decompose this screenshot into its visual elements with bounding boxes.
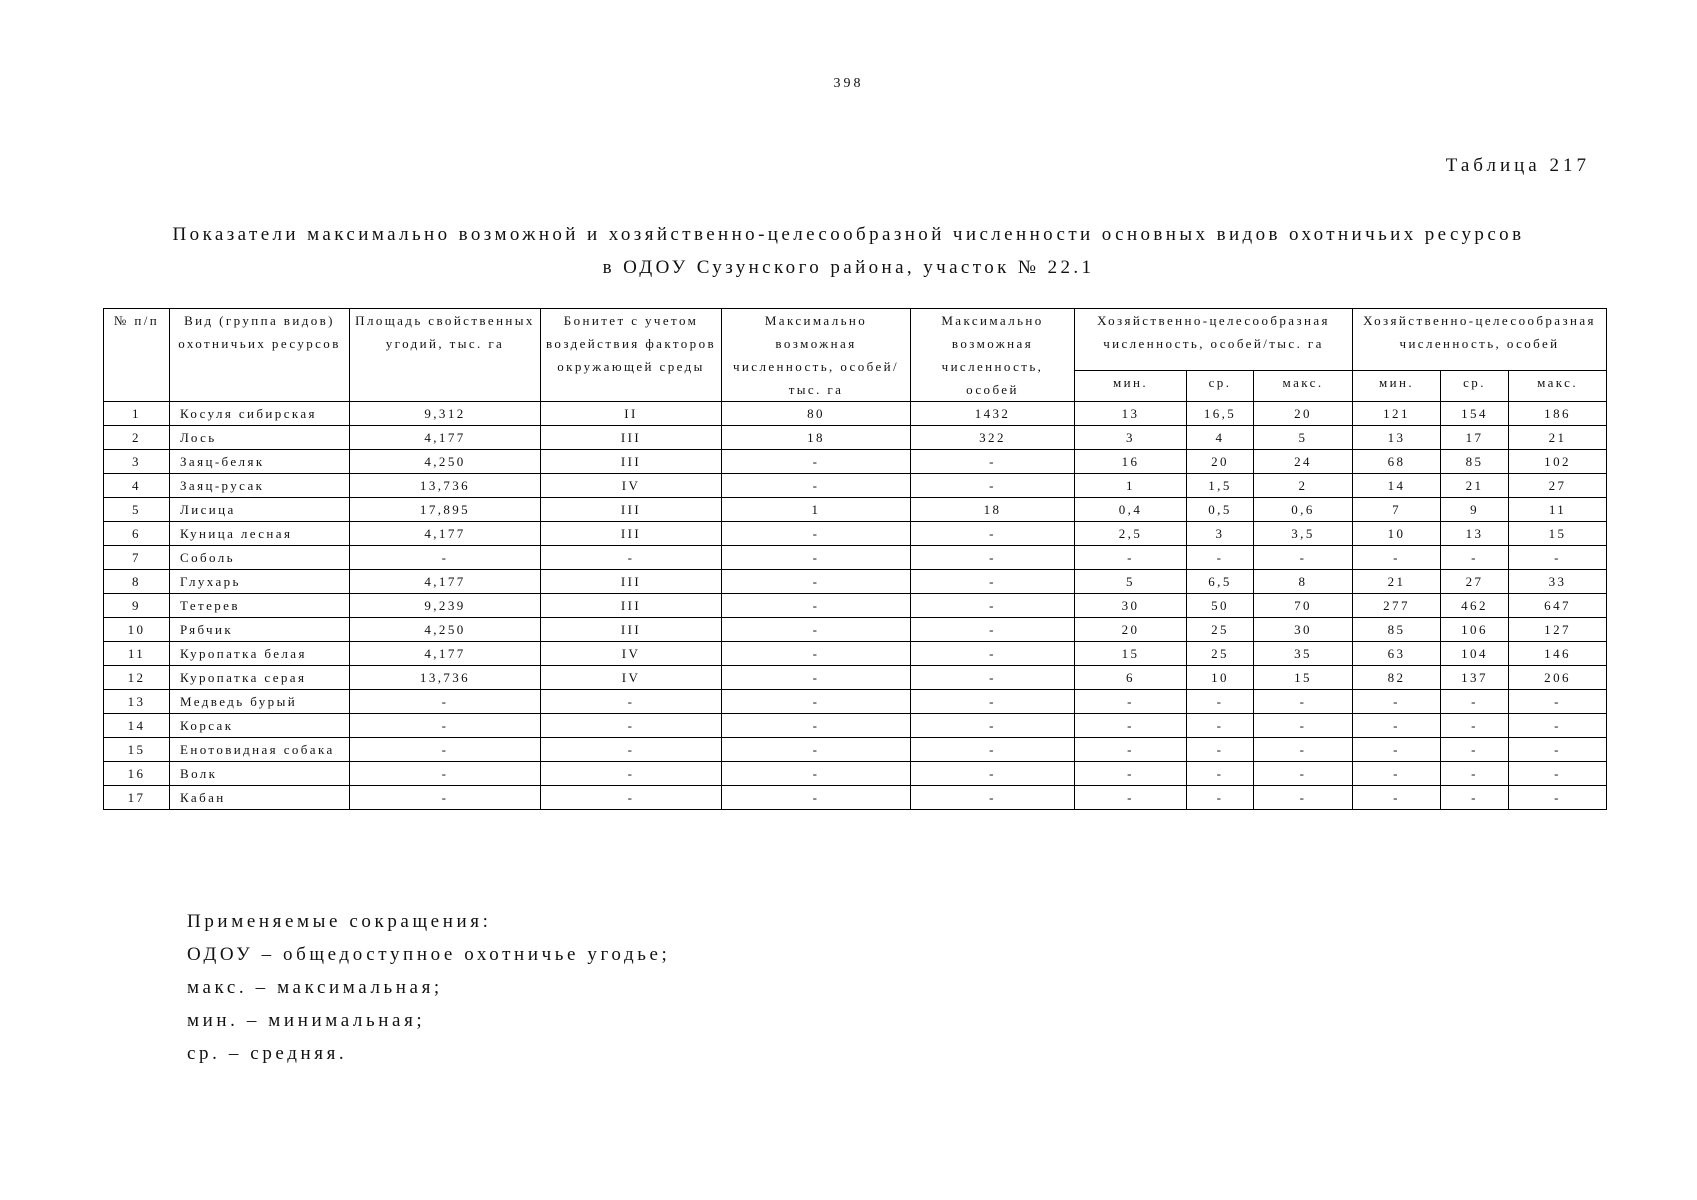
cell-species: Рябчик <box>170 618 350 642</box>
cell-max-density: - <box>722 618 911 642</box>
cell-count-avg: 13 <box>1441 522 1509 546</box>
cell-max-density: - <box>722 594 911 618</box>
cell-count-min: 82 <box>1353 666 1441 690</box>
cell-density-avg: - <box>1187 714 1254 738</box>
title-line-2: в ОДОУ Сузунского района, участок № 22.1 <box>602 257 1095 278</box>
cell-num: 17 <box>104 786 170 810</box>
cell-num: 5 <box>104 498 170 522</box>
cell-max-density: - <box>722 642 911 666</box>
cell-area: - <box>350 546 541 570</box>
cell-count-max: 127 <box>1509 618 1607 642</box>
cell-count-avg: 104 <box>1441 642 1509 666</box>
cell-area: 9,239 <box>350 594 541 618</box>
cell-max-density: - <box>722 450 911 474</box>
cell-max-count: - <box>911 546 1075 570</box>
cell-count-max: 15 <box>1509 522 1607 546</box>
cell-count-avg: 85 <box>1441 450 1509 474</box>
cell-area: 4,177 <box>350 642 541 666</box>
cell-count-avg: - <box>1441 690 1509 714</box>
cell-max-density: - <box>722 570 911 594</box>
cell-density-avg: 3 <box>1187 522 1254 546</box>
cell-max-count: - <box>911 714 1075 738</box>
cell-count-min: 10 <box>1353 522 1441 546</box>
cell-num: 11 <box>104 642 170 666</box>
cell-count-min: - <box>1353 762 1441 786</box>
cell-num: 4 <box>104 474 170 498</box>
cell-max-count: - <box>911 666 1075 690</box>
cell-bonitet: III <box>541 570 722 594</box>
cell-density-avg: 16,5 <box>1187 402 1254 426</box>
header-count-max: макс. <box>1509 370 1607 401</box>
cell-density-max: - <box>1254 762 1353 786</box>
cell-count-max: - <box>1509 738 1607 762</box>
cell-density-max: - <box>1254 714 1353 738</box>
cell-max-density: - <box>722 762 911 786</box>
cell-max-count: - <box>911 594 1075 618</box>
cell-count-avg: - <box>1441 786 1509 810</box>
cell-density-avg: - <box>1187 762 1254 786</box>
cell-count-min: - <box>1353 690 1441 714</box>
table-row <box>104 546 1607 570</box>
cell-bonitet: III <box>541 450 722 474</box>
cell-density-avg: 20 <box>1187 450 1254 474</box>
table-row <box>104 498 1607 522</box>
header-area: Площадь свойственных угодий, тыс. га <box>350 309 541 402</box>
cell-num: 1 <box>104 402 170 426</box>
header-max-count: Максимально возможная численность, особей <box>911 309 1075 402</box>
cell-count-avg: 154 <box>1441 402 1509 426</box>
cell-max-density: - <box>722 738 911 762</box>
header-species: Вид (группа видов) охотничьих ресурсов <box>170 309 350 402</box>
cell-bonitet: - <box>541 714 722 738</box>
cell-count-max: 146 <box>1509 642 1607 666</box>
cell-density-max: - <box>1254 738 1353 762</box>
notes-heading: Применяемые сокращения: <box>187 911 492 932</box>
table-title <box>60 218 1637 284</box>
header-density-group: Хозяйственно-целесообразная численность, особей/тыс. га <box>1075 309 1353 371</box>
cell-bonitet: - <box>541 546 722 570</box>
cell-area: 4,177 <box>350 522 541 546</box>
cell-area: - <box>350 762 541 786</box>
cell-density-min: 1 <box>1075 474 1187 498</box>
cell-max-count: - <box>911 570 1075 594</box>
cell-count-avg: 27 <box>1441 570 1509 594</box>
cell-num: 6 <box>104 522 170 546</box>
cell-count-avg: 462 <box>1441 594 1509 618</box>
cell-density-avg: 1,5 <box>1187 474 1254 498</box>
cell-num: 16 <box>104 762 170 786</box>
cell-max-density: - <box>722 690 911 714</box>
cell-density-avg: - <box>1187 786 1254 810</box>
header-count-avg: ср. <box>1441 370 1509 401</box>
cell-bonitet: - <box>541 762 722 786</box>
cell-num: 9 <box>104 594 170 618</box>
cell-bonitet: II <box>541 402 722 426</box>
cell-count-min: 21 <box>1353 570 1441 594</box>
table-row <box>104 570 1607 594</box>
cell-count-max: - <box>1509 786 1607 810</box>
cell-bonitet: - <box>541 690 722 714</box>
cell-max-count: - <box>911 618 1075 642</box>
cell-density-min: - <box>1075 714 1187 738</box>
cell-num: 14 <box>104 714 170 738</box>
cell-count-min: - <box>1353 738 1441 762</box>
cell-density-min: 15 <box>1075 642 1187 666</box>
cell-density-max: 8 <box>1254 570 1353 594</box>
cell-count-max: - <box>1509 546 1607 570</box>
cell-density-max: 15 <box>1254 666 1353 690</box>
cell-max-count: 322 <box>911 426 1075 450</box>
cell-max-count: - <box>911 450 1075 474</box>
cell-num: 12 <box>104 666 170 690</box>
cell-bonitet: - <box>541 738 722 762</box>
table-body <box>104 402 1607 810</box>
table-label: Таблица 217 <box>1445 155 1590 176</box>
cell-num: 15 <box>104 738 170 762</box>
note-max: макс. – максимальная; <box>187 977 443 998</box>
abbreviations-notes <box>187 905 670 1070</box>
cell-area: 4,177 <box>350 570 541 594</box>
cell-density-avg: - <box>1187 738 1254 762</box>
cell-area: - <box>350 786 541 810</box>
cell-count-min: 121 <box>1353 402 1441 426</box>
cell-count-min: - <box>1353 714 1441 738</box>
table-row <box>104 474 1607 498</box>
cell-max-count: - <box>911 762 1075 786</box>
cell-area: - <box>350 690 541 714</box>
cell-bonitet: III <box>541 594 722 618</box>
header-bonitet: Бонитет с учетом воздействия факторов окружающей среды <box>541 309 722 402</box>
cell-max-density: - <box>722 666 911 690</box>
cell-species: Кабан <box>170 786 350 810</box>
cell-area: 13,736 <box>350 474 541 498</box>
cell-count-avg: 17 <box>1441 426 1509 450</box>
cell-max-count: 1432 <box>911 402 1075 426</box>
table-row <box>104 522 1607 546</box>
cell-count-max: 21 <box>1509 426 1607 450</box>
cell-species: Тетерев <box>170 594 350 618</box>
table-row <box>104 690 1607 714</box>
cell-area: - <box>350 714 541 738</box>
cell-density-max: - <box>1254 786 1353 810</box>
cell-density-min: 6 <box>1075 666 1187 690</box>
cell-max-density: - <box>722 474 911 498</box>
cell-density-avg: 0,5 <box>1187 498 1254 522</box>
cell-bonitet: IV <box>541 666 722 690</box>
cell-area: 9,312 <box>350 402 541 426</box>
cell-species: Корсак <box>170 714 350 738</box>
cell-density-max: 35 <box>1254 642 1353 666</box>
table-row <box>104 762 1607 786</box>
cell-density-min: - <box>1075 738 1187 762</box>
cell-density-max: 30 <box>1254 618 1353 642</box>
cell-species: Заяц-русак <box>170 474 350 498</box>
cell-max-density: 80 <box>722 402 911 426</box>
table-row <box>104 642 1607 666</box>
cell-num: 3 <box>104 450 170 474</box>
cell-count-min: - <box>1353 546 1441 570</box>
table-row <box>104 450 1607 474</box>
table-row <box>104 618 1607 642</box>
cell-species: Лисица <box>170 498 350 522</box>
cell-bonitet: III <box>541 426 722 450</box>
header-max-density: Максимально возможная численность, особей/тыс. га <box>722 309 911 402</box>
cell-density-max: 5 <box>1254 426 1353 450</box>
cell-num: 2 <box>104 426 170 450</box>
cell-count-avg: - <box>1441 714 1509 738</box>
cell-density-avg: - <box>1187 690 1254 714</box>
cell-max-count: - <box>911 690 1075 714</box>
note-avg: ср. – средняя. <box>187 1043 348 1064</box>
page-number: 398 <box>833 76 864 91</box>
cell-max-density: - <box>722 714 911 738</box>
cell-density-avg: 25 <box>1187 642 1254 666</box>
cell-density-max: 20 <box>1254 402 1353 426</box>
cell-species: Куница лесная <box>170 522 350 546</box>
cell-count-max: 102 <box>1509 450 1607 474</box>
cell-area: - <box>350 738 541 762</box>
cell-max-count: - <box>911 522 1075 546</box>
cell-count-max: - <box>1509 714 1607 738</box>
cell-count-avg: - <box>1441 762 1509 786</box>
cell-count-avg: 9 <box>1441 498 1509 522</box>
table-row <box>104 666 1607 690</box>
cell-density-min: 2,5 <box>1075 522 1187 546</box>
cell-density-min: 16 <box>1075 450 1187 474</box>
cell-count-max: - <box>1509 690 1607 714</box>
cell-count-max: - <box>1509 762 1607 786</box>
cell-count-avg: 106 <box>1441 618 1509 642</box>
cell-species: Медведь бурый <box>170 690 350 714</box>
cell-count-avg: - <box>1441 738 1509 762</box>
data-table <box>103 308 1607 810</box>
cell-density-min: 5 <box>1075 570 1187 594</box>
cell-density-max: 24 <box>1254 450 1353 474</box>
cell-count-min: 7 <box>1353 498 1441 522</box>
cell-density-min: - <box>1075 690 1187 714</box>
cell-bonitet: IV <box>541 474 722 498</box>
cell-species: Заяц-беляк <box>170 450 350 474</box>
cell-area: 17,895 <box>350 498 541 522</box>
cell-density-max: 70 <box>1254 594 1353 618</box>
cell-species: Енотовидная собака <box>170 738 350 762</box>
cell-count-max: 11 <box>1509 498 1607 522</box>
header-num: № п/п <box>104 309 170 402</box>
cell-count-max: 33 <box>1509 570 1607 594</box>
cell-area: 4,250 <box>350 618 541 642</box>
cell-density-min: - <box>1075 786 1187 810</box>
cell-species: Глухарь <box>170 570 350 594</box>
cell-density-max: - <box>1254 690 1353 714</box>
cell-density-min: - <box>1075 762 1187 786</box>
cell-density-max: 0,6 <box>1254 498 1353 522</box>
cell-density-max: 2 <box>1254 474 1353 498</box>
cell-max-count: - <box>911 738 1075 762</box>
cell-max-density: 18 <box>722 426 911 450</box>
table-row <box>104 426 1607 450</box>
cell-num: 13 <box>104 690 170 714</box>
cell-species: Волк <box>170 762 350 786</box>
cell-bonitet: IV <box>541 642 722 666</box>
cell-density-avg: 25 <box>1187 618 1254 642</box>
cell-density-avg: - <box>1187 546 1254 570</box>
cell-density-min: 20 <box>1075 618 1187 642</box>
cell-count-min: 68 <box>1353 450 1441 474</box>
cell-species: Лось <box>170 426 350 450</box>
cell-area: 4,177 <box>350 426 541 450</box>
cell-count-avg: - <box>1441 546 1509 570</box>
cell-density-min: 3 <box>1075 426 1187 450</box>
header-count-group: Хозяйственно-целесообразная численность, особей <box>1353 309 1607 371</box>
cell-count-min: 13 <box>1353 426 1441 450</box>
cell-density-min: 30 <box>1075 594 1187 618</box>
header-density-min: мин. <box>1075 370 1187 401</box>
cell-species: Соболь <box>170 546 350 570</box>
cell-count-max: 186 <box>1509 402 1607 426</box>
cell-max-count: - <box>911 642 1075 666</box>
cell-max-density: - <box>722 546 911 570</box>
cell-species: Куропатка серая <box>170 666 350 690</box>
cell-bonitet: III <box>541 498 722 522</box>
cell-count-avg: 21 <box>1441 474 1509 498</box>
cell-bonitet: III <box>541 618 722 642</box>
cell-density-avg: 4 <box>1187 426 1254 450</box>
cell-bonitet: - <box>541 786 722 810</box>
cell-max-count: 18 <box>911 498 1075 522</box>
cell-num: 8 <box>104 570 170 594</box>
note-min: мин. – минимальная; <box>187 1010 426 1031</box>
cell-density-avg: 50 <box>1187 594 1254 618</box>
table-row <box>104 786 1607 810</box>
cell-count-min: 85 <box>1353 618 1441 642</box>
cell-species: Косуля сибирская <box>170 402 350 426</box>
header-count-min: мин. <box>1353 370 1441 401</box>
header-density-avg: ср. <box>1187 370 1254 401</box>
cell-count-min: 63 <box>1353 642 1441 666</box>
cell-bonitet: III <box>541 522 722 546</box>
cell-density-min: - <box>1075 546 1187 570</box>
table-row <box>104 714 1607 738</box>
cell-density-avg: 6,5 <box>1187 570 1254 594</box>
cell-max-density: 1 <box>722 498 911 522</box>
cell-max-density: - <box>722 786 911 810</box>
cell-area: 13,736 <box>350 666 541 690</box>
cell-count-max: 27 <box>1509 474 1607 498</box>
table-row <box>104 594 1607 618</box>
cell-max-count: - <box>911 474 1075 498</box>
cell-density-min: 13 <box>1075 402 1187 426</box>
header-density-max: макс. <box>1254 370 1353 401</box>
cell-density-max: 3,5 <box>1254 522 1353 546</box>
cell-density-max: - <box>1254 546 1353 570</box>
cell-area: 4,250 <box>350 450 541 474</box>
cell-max-density: - <box>722 522 911 546</box>
cell-count-max: 206 <box>1509 666 1607 690</box>
cell-count-min: - <box>1353 786 1441 810</box>
cell-max-count: - <box>911 786 1075 810</box>
table-row <box>104 402 1607 426</box>
title-line-1: Показатели максимально возможной и хозяйственно-целесообразной численности основных видов охотничьих ресурсов <box>172 224 1525 245</box>
cell-count-min: 277 <box>1353 594 1441 618</box>
cell-count-min: 14 <box>1353 474 1441 498</box>
cell-count-max: 647 <box>1509 594 1607 618</box>
cell-species: Куропатка белая <box>170 642 350 666</box>
cell-density-avg: 10 <box>1187 666 1254 690</box>
cell-density-min: 0,4 <box>1075 498 1187 522</box>
cell-count-avg: 137 <box>1441 666 1509 690</box>
note-odou: ОДОУ – общедоступное охотничье угодье; <box>187 944 671 965</box>
cell-num: 10 <box>104 618 170 642</box>
table-row <box>104 738 1607 762</box>
cell-num: 7 <box>104 546 170 570</box>
